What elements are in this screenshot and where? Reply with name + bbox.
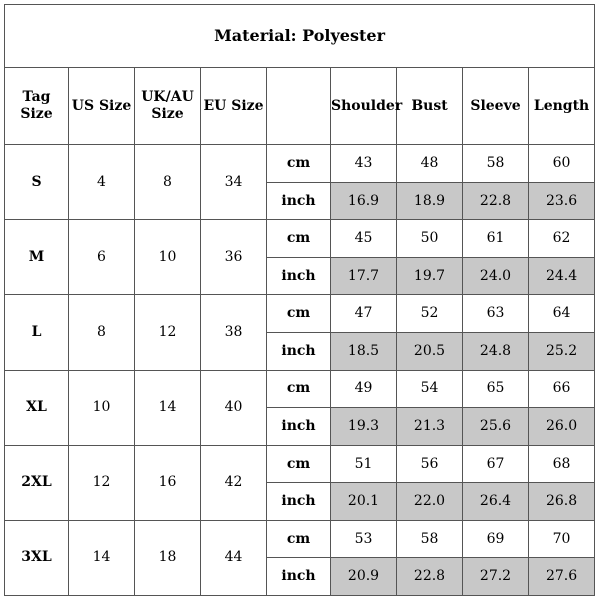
sleeve-inch-cell: 22.8 xyxy=(463,182,529,220)
bust-cm-cell: 56 xyxy=(397,445,463,483)
bust-cm-cell: 50 xyxy=(397,220,463,258)
length-inch-cell: 26.0 xyxy=(529,408,595,446)
bust-inch-cell: 20.5 xyxy=(397,332,463,370)
bust-inch-cell: 19.7 xyxy=(397,257,463,295)
shoulder-cm-cell: 53 xyxy=(331,520,397,558)
header-sleeve: Sleeve xyxy=(463,67,529,144)
eu-size-cell: 42 xyxy=(201,445,267,520)
header-eu-size: EU Size xyxy=(201,67,267,144)
unit-cm-cell: cm xyxy=(267,370,331,408)
header-shoulder: Shoulder xyxy=(331,67,397,144)
shoulder-cm-cell: 49 xyxy=(331,370,397,408)
shoulder-inch-cell: 16.9 xyxy=(331,182,397,220)
eu-size-cell: 36 xyxy=(201,220,267,295)
eu-size-cell: 44 xyxy=(201,520,267,595)
ukau-size-cell: 16 xyxy=(135,445,201,520)
unit-cm-cell: cm xyxy=(267,295,331,333)
us-size-cell: 4 xyxy=(69,145,135,220)
bust-cm-cell: 54 xyxy=(397,370,463,408)
sleeve-inch-cell: 25.6 xyxy=(463,408,529,446)
length-cm-cell: 60 xyxy=(529,145,595,183)
eu-size-cell: 34 xyxy=(201,145,267,220)
us-size-cell: 12 xyxy=(69,445,135,520)
sleeve-cm-cell: 58 xyxy=(463,145,529,183)
table-row xyxy=(5,220,595,258)
tag-size-cell: L xyxy=(5,295,69,370)
shoulder-inch-cell: 17.7 xyxy=(331,257,397,295)
table-row xyxy=(5,370,595,408)
unit-cm-cell: cm xyxy=(267,220,331,258)
sleeve-cm-cell: 69 xyxy=(463,520,529,558)
unit-cm-cell: cm xyxy=(267,520,331,558)
table-row xyxy=(5,295,595,333)
length-inch-cell: 26.8 xyxy=(529,483,595,521)
length-cm-cell: 64 xyxy=(529,295,595,333)
table-row xyxy=(5,145,595,183)
shoulder-inch-cell: 19.3 xyxy=(331,408,397,446)
bust-cm-cell: 52 xyxy=(397,295,463,333)
length-inch-cell: 25.2 xyxy=(529,332,595,370)
length-cm-cell: 66 xyxy=(529,370,595,408)
unit-cm-cell: cm xyxy=(267,145,331,183)
eu-size-cell: 38 xyxy=(201,295,267,370)
shoulder-inch-cell: 20.1 xyxy=(331,483,397,521)
ukau-size-cell: 8 xyxy=(135,145,201,220)
tag-size-cell: S xyxy=(5,145,69,220)
bust-inch-cell: 22.8 xyxy=(397,558,463,596)
sleeve-inch-cell: 26.4 xyxy=(463,483,529,521)
header-tag-size: Tag Size xyxy=(5,67,69,144)
ukau-size-cell: 18 xyxy=(135,520,201,595)
eu-size-cell: 40 xyxy=(201,370,267,445)
us-size-cell: 14 xyxy=(69,520,135,595)
tag-size-cell: XL xyxy=(5,370,69,445)
shoulder-cm-cell: 43 xyxy=(331,145,397,183)
length-cm-cell: 62 xyxy=(529,220,595,258)
length-inch-cell: 24.4 xyxy=(529,257,595,295)
title-row xyxy=(5,5,595,68)
tag-size-cell: M xyxy=(5,220,69,295)
bust-inch-cell: 21.3 xyxy=(397,408,463,446)
unit-inch-cell: inch xyxy=(267,182,331,220)
ukau-size-cell: 10 xyxy=(135,220,201,295)
ukau-size-cell: 14 xyxy=(135,370,201,445)
sleeve-cm-cell: 67 xyxy=(463,445,529,483)
bust-cm-cell: 48 xyxy=(397,145,463,183)
header-length: Length xyxy=(529,67,595,144)
shoulder-cm-cell: 47 xyxy=(331,295,397,333)
unit-inch-cell: inch xyxy=(267,332,331,370)
unit-inch-cell: inch xyxy=(267,558,331,596)
tag-size-cell: 2XL xyxy=(5,445,69,520)
unit-inch-cell: inch xyxy=(267,257,331,295)
table-row xyxy=(5,520,595,558)
sleeve-cm-cell: 61 xyxy=(463,220,529,258)
unit-cm-cell: cm xyxy=(267,445,331,483)
length-cm-cell: 70 xyxy=(529,520,595,558)
sleeve-cm-cell: 63 xyxy=(463,295,529,333)
unit-inch-cell: inch xyxy=(267,483,331,521)
shoulder-cm-cell: 45 xyxy=(331,220,397,258)
bust-cm-cell: 58 xyxy=(397,520,463,558)
unit-inch-cell: inch xyxy=(267,408,331,446)
header-row xyxy=(5,67,595,144)
length-cm-cell: 68 xyxy=(529,445,595,483)
header-us-size: US Size xyxy=(69,67,135,144)
us-size-cell: 8 xyxy=(69,295,135,370)
us-size-cell: 10 xyxy=(69,370,135,445)
table-row xyxy=(5,445,595,483)
length-inch-cell: 23.6 xyxy=(529,182,595,220)
sleeve-inch-cell: 24.0 xyxy=(463,257,529,295)
header-bust: Bust xyxy=(397,67,463,144)
tag-size-cell: 3XL xyxy=(5,520,69,595)
size-chart-table xyxy=(4,4,595,596)
header-ukau-size: UK/AU Size xyxy=(135,67,201,144)
length-inch-cell: 27.6 xyxy=(529,558,595,596)
shoulder-inch-cell: 18.5 xyxy=(331,332,397,370)
bust-inch-cell: 22.0 xyxy=(397,483,463,521)
shoulder-cm-cell: 51 xyxy=(331,445,397,483)
sleeve-cm-cell: 65 xyxy=(463,370,529,408)
shoulder-inch-cell: 20.9 xyxy=(331,558,397,596)
ukau-size-cell: 12 xyxy=(135,295,201,370)
sleeve-inch-cell: 27.2 xyxy=(463,558,529,596)
us-size-cell: 6 xyxy=(69,220,135,295)
header-unit xyxy=(267,67,331,144)
bust-inch-cell: 18.9 xyxy=(397,182,463,220)
sleeve-inch-cell: 24.8 xyxy=(463,332,529,370)
material-title: Material: Polyester xyxy=(5,5,595,68)
